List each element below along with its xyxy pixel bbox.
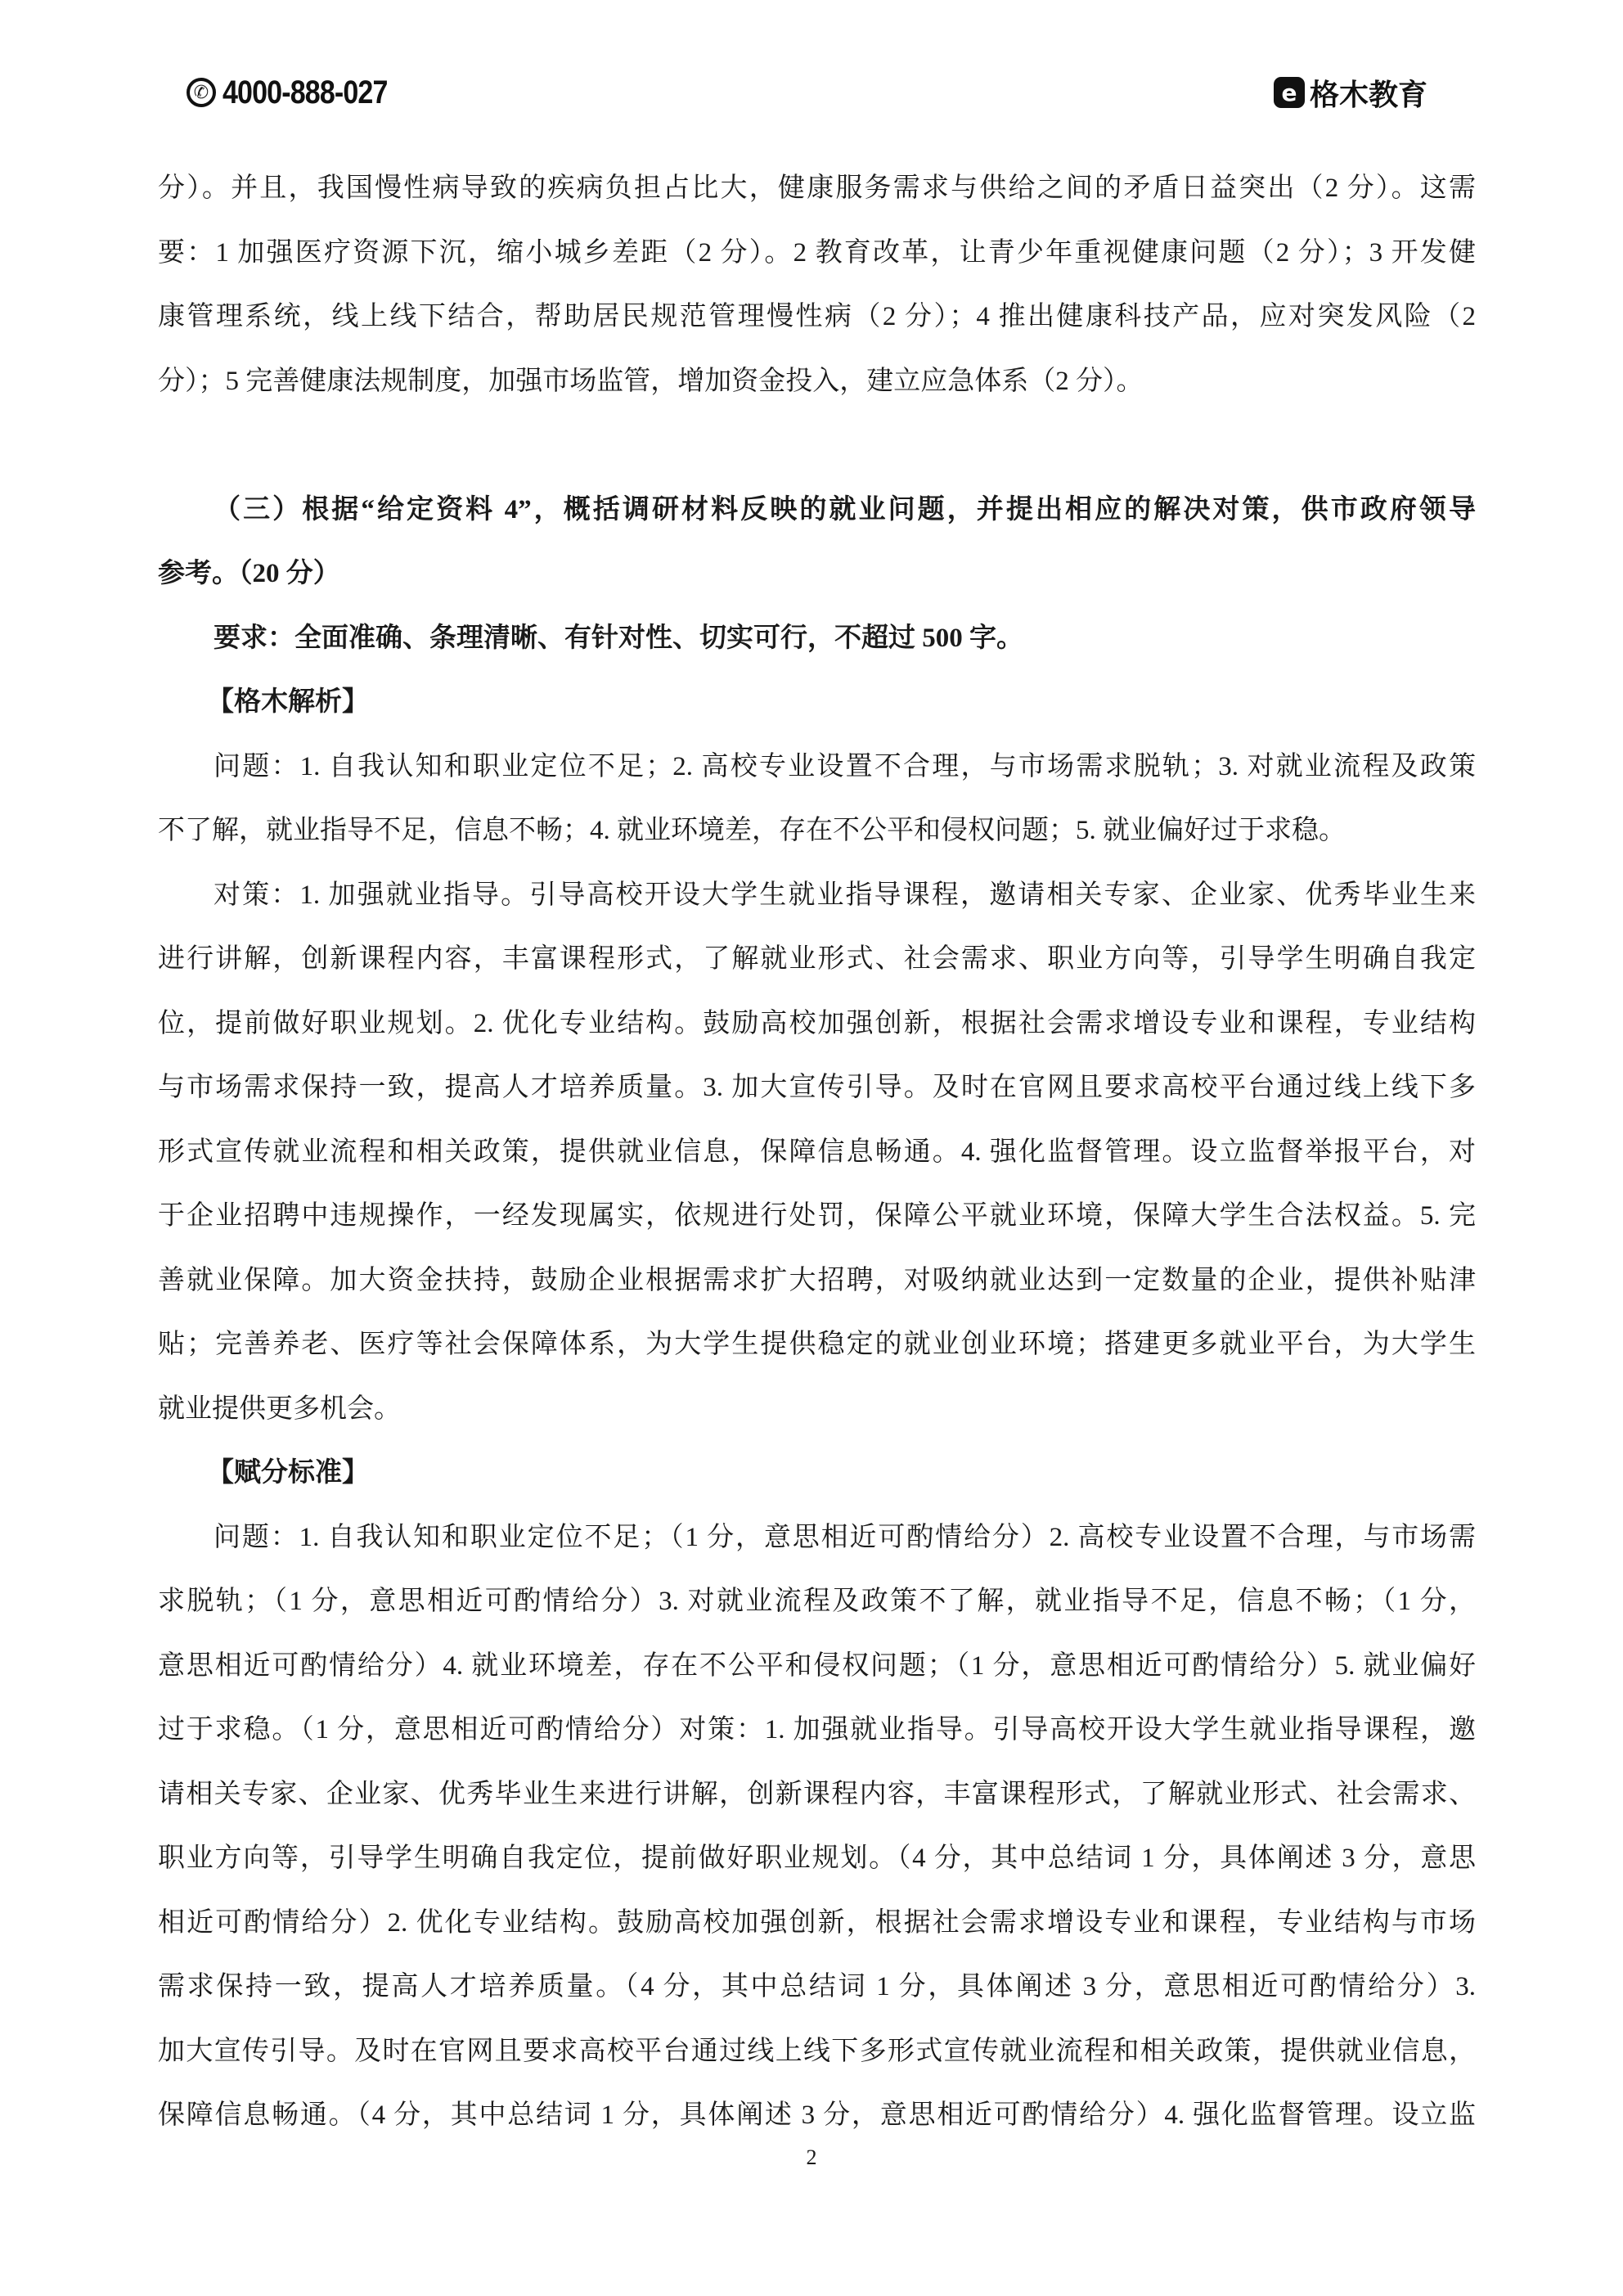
- text-line: 要：1 加强医疗资源下沉，缩小城乡差距（2 分）。2 教育改革，让青少年重视健康问题（2 分）；3 开发健: [158, 237, 1476, 268]
- text-line: （三）根据“给定资料 4”，概括调研材料反映的就业问题，并提出相应的解决对策，供市政府领导: [214, 494, 1476, 524]
- text-line: 分）；5 完善健康法规制度，加强市场监管，增加资金投入，建立应急体系（2 分）。: [158, 366, 1144, 396]
- text-line: 位，提前做好职业规划。2. 优化专业结构。鼓励高校加强创新，根据社会需求增设专业和课程，专业结构: [158, 1008, 1476, 1038]
- requirement: 要求：全面准确、条理清晰、有针对性、切实可行，不超过 500 字。: [214, 623, 1023, 653]
- text-line: 参考。（20 分）: [158, 559, 340, 588]
- text-line: 需求保持一致，提高人才培养质量。（4 分，其中总结词 1 分，具体阐述 3 分，意思相近可酌情给分）3.: [158, 1972, 1476, 2001]
- problems-paragraph: [158, 735, 1476, 863]
- text-line: 保障信息畅通。（4 分，其中总结词 1 分，具体阐述 3 分，意思相近可酌情给分）4. 强化监督管理。设立监: [158, 2100, 1476, 2130]
- text-line: 康管理系统，线上线下结合，帮助居民规范管理慢性病（2 分）；4 推出健康科技产品，应对突发风险（2: [158, 302, 1476, 331]
- text-line: 对策：1. 加强就业指导。引导高校开设大学生就业指导课程，邀请相关专家、企业家、优秀毕业生来: [214, 880, 1476, 910]
- document-body: [158, 156, 1476, 2148]
- header-phone: [187, 74, 416, 111]
- page-number: 2: [806, 2145, 817, 2169]
- blank-line: [158, 413, 1476, 478]
- text-line: 不了解，就业指导不足，信息不畅；4. 就业环境差，存在不公平和侵权问题；5. 就业偏好过于求稳。: [158, 816, 1346, 845]
- paragraph-health-measures: [158, 156, 1476, 413]
- text-line: 分）。并且，我国慢性病导致的疾病负担占比大，健康服务需求与供给之间的矛盾日益突出（2 分）。这需: [158, 173, 1476, 203]
- text-line: 问题：1. 自我认知和职业定位不足；（1 分，意思相近可酌情给分）2. 高校专业设置不合理，与市场需: [214, 1522, 1476, 1552]
- phone-number: 4000-888-027: [223, 74, 388, 110]
- analysis-heading: 【格木解析】: [207, 687, 369, 717]
- text-line: 善就业保障。加大资金扶持，鼓励企业根据需求扩大招聘，对吸纳就业达到一定数量的企业，提供补贴津: [158, 1265, 1476, 1295]
- text-line: 过于求稳。（1 分，意思相近可酌情给分）对策：1. 加强就业指导。引导高校开设大学生就业指导课程，邀: [158, 1715, 1476, 1745]
- text-line: 进行讲解，创新课程内容，丰富课程形式，了解就业形式、社会需求、职业方向等，引导学生明确自我定: [158, 944, 1476, 974]
- text-line: 加大宣传引导。及时在官网且要求高校平台通过线上线下多形式宣传就业流程和相关政策，提供就业信息，: [158, 2036, 1476, 2066]
- text-line: 问题：1. 自我认知和职业定位不足；2. 高校专业设置不合理，与市场需求脱轨；3. 对就业流程及政策: [214, 751, 1476, 781]
- text-line: 与市场需求保持一致，提高人才培养质量。3. 加大宣传引导。及时在官网且要求高校平台通过线上线下多: [158, 1073, 1476, 1102]
- brand-logo: [1274, 74, 1427, 111]
- question-3: [158, 478, 1476, 606]
- logo-mark-icon: e: [1274, 77, 1305, 108]
- text-line: 形式宣传就业流程和相关政策，提供就业信息，保障信息畅通。4. 强化监督管理。设立监督举报平台，对: [158, 1137, 1476, 1167]
- text-line: 请相关专家、企业家、优秀毕业生来进行讲解，创新课程内容，丰富课程形式，了解就业形式、社会需求、: [158, 1779, 1476, 1809]
- text-line: 贴；完善养老、医疗等社会保障体系，为大学生提供稳定的就业创业环境；搭建更多就业平台，为大学生: [158, 1330, 1476, 1359]
- text-line: 意思相近可酌情给分）4. 就业环境差，存在不公平和侵权问题；（1 分，意思相近可酌情给分）5. 就业偏好: [158, 1650, 1476, 1681]
- scoring-paragraph: [158, 1506, 1476, 2148]
- logo-text: 格木教育: [1310, 78, 1428, 112]
- text-line: 相近可酌情给分）2. 优化专业结构。鼓励高校加强创新，根据社会需求增设专业和课程，专业结构与市场: [158, 1907, 1476, 1938]
- text-line: 求脱轨；（1 分，意思相近可酌情给分）3. 对就业流程及政策不了解，就业指导不足，信息不畅；（1 分，: [158, 1587, 1476, 1616]
- text-line: 职业方向等，引导学生明确自我定位，提前做好职业规划。（4 分，其中总结词 1 分，具体阐述 3 分，意思: [158, 1844, 1476, 1873]
- measures-paragraph: [158, 863, 1476, 1442]
- phone-icon: ✆: [187, 78, 216, 107]
- text-line: 于企业招聘中违规操作，一经发现属实，依规进行处罚，保障公平就业环境，保障大学生合法权益。5. 完: [158, 1201, 1476, 1231]
- text-line: 就业提供更多机会。: [158, 1393, 401, 1424]
- scoring-heading: 【赋分标准】: [207, 1458, 369, 1488]
